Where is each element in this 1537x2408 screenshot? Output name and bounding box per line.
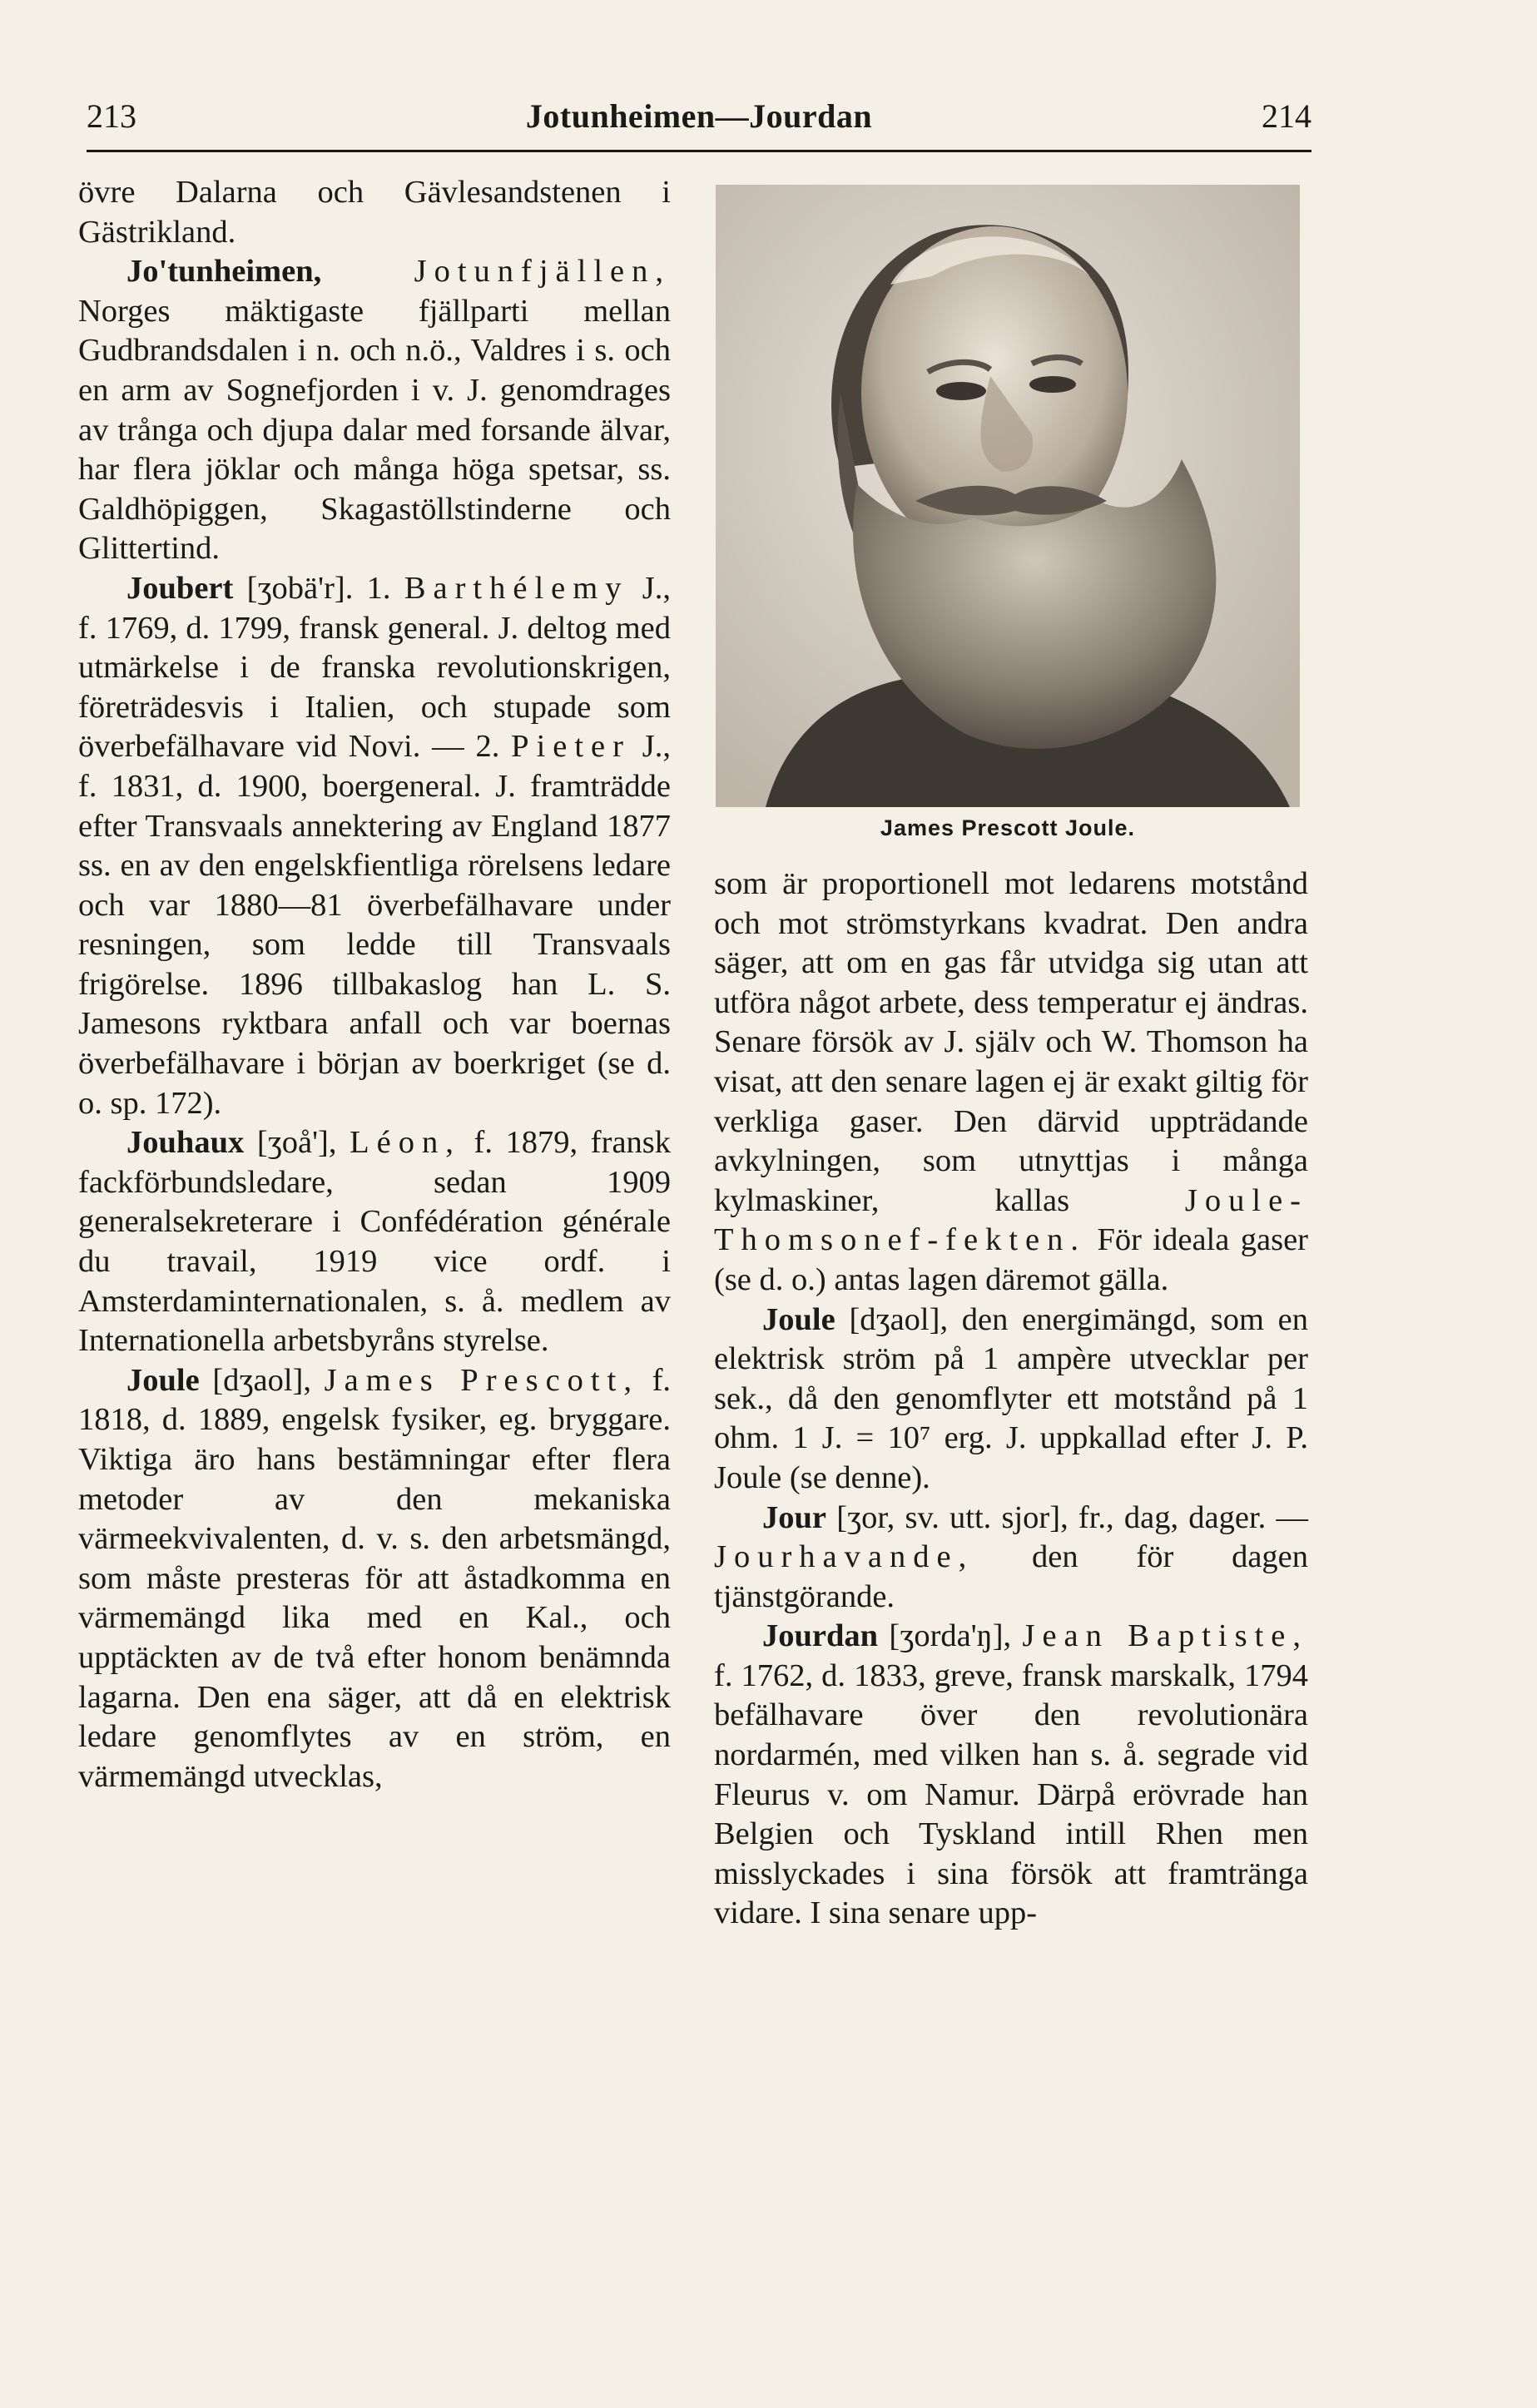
page-number-left: 213 (87, 97, 136, 135)
right-column (714, 865, 1308, 1934)
page-number-right: 214 (1262, 97, 1311, 135)
pronunciation: [ʒoå'], (256, 1125, 337, 1161)
entry-text: f. 1762, d. 1833, greve, fransk marskalk, 1794 befälhavare över den revolutionära nordarmén, med vilken han s. å. segrade vid Fleurus v. om Namur. Därpå erövrade han Belgien och Tyskland intill Rhen men misslyckades i sina försök att framtränga vidare. I sina senare upp- (714, 1657, 1308, 1931)
entry-jotunheimen (78, 252, 671, 569)
entry-joubert (78, 569, 671, 1123)
entry-text: f. 1879, fransk fackförbundsledare, sedan 1909 generalsekreterare i Confédération générale du travail, 1919 vice ordf. i Amsterdaminternationalen, s. å. medlem av Internationella arbetsbyråns styrelse. (78, 1125, 672, 1359)
portrait-image (716, 185, 1300, 807)
running-header (87, 90, 1311, 143)
running-title: Jotunheimen—Jourdan (525, 97, 873, 135)
pronunciation: [ʒobä'r]. 1. (246, 570, 391, 606)
person-name-jean-baptiste: Jean Baptiste, (1022, 1618, 1309, 1654)
person-name-barthelemy: Barthélemy (404, 570, 629, 606)
entry-text: För ideala gaser (se d. o.) antas lagen däremot gälla. (714, 1222, 1309, 1297)
headword-joule: Joule (762, 1301, 835, 1337)
headword-jouhaux: Jouhaux (126, 1125, 245, 1161)
continued-paragraph (714, 865, 1308, 1301)
portrait-illustration (716, 185, 1300, 807)
left-column (78, 173, 671, 1796)
entry-text: f. 1818, d. 1889, engelsk fysiker, eg. bryggare. Viktiga äro hans bestämningar efter flera metoder av den mekaniska värmeekvivalenten, d. v. s. den arbetsmängd, som måste presteras för att åstadkomma en värmemängd lika med en Kal., och upptäckten av de två efter honom benämnda lagarna. Den ena säger, att då en elektrisk ledare genomflytes av en ström, en värmemängd utvecklas, (78, 1362, 672, 1794)
headword-jour: Jour (762, 1499, 826, 1535)
entry-text: J., f. 1769, d. 1799, fransk general. J. deltog med utmärkelse i de franska revolutionskrigen, företrädesvis i Italien, och stupade som överbefälhavare vid Novi. — 2. (78, 570, 671, 765)
header-rule (87, 150, 1311, 152)
term-jourhavande: Jourhavande, (714, 1539, 974, 1575)
entry-jourdan (714, 1617, 1308, 1934)
headword-jourdan: Jourdan (762, 1618, 879, 1654)
alt-name-jotunfjallen: Jotunfjällen, (414, 254, 671, 290)
figure-caption: James Prescott Joule. (880, 815, 1136, 840)
headword-joule: Joule (126, 1362, 200, 1398)
pronunciation: [ʒorda'ŋ], (889, 1618, 1012, 1654)
entry-joule-unit (714, 1301, 1308, 1499)
entry-joule-person (78, 1361, 671, 1797)
person-name-james-prescott: James Prescott, (324, 1362, 639, 1398)
entry-text: [ʒor, sv. utt. sjor], fr., dag, dager. — (836, 1499, 1308, 1535)
entry-jour (714, 1499, 1308, 1618)
entry-text: Norges mäktigaste fjällparti mellan Gudbrandsdalen i n. och n.ö., Valdres i s. och en arm av Sognefjorden i v. J. genomdrages av trånga och djupa dalar med forsande älvar, har flera jöklar och många höga spetsar, ss. Galdhöpiggen, Skagastöllstinderne och Glittertind. (78, 293, 671, 567)
pronunciation: [dʒaol], (212, 1362, 311, 1398)
entry-text: den för dagen tjänstgörande. (714, 1539, 1308, 1614)
continued-paragraph: övre Dalarna och Gävlesandstenen i Gästrikland. (78, 175, 671, 250)
headword-joubert: Joubert (126, 570, 234, 606)
headword-jotunheimen: Jo'tunheimen, (126, 254, 322, 290)
entry-text: [dʒaol], den energimängd, som en elektrisk ström på 1 ampère utvecklar per sek., då den genomflyter ett motstånd på 1 ohm. 1 J. = 10⁷ erg. J. uppkallad efter J. P. Joule (se denne). (714, 1301, 1309, 1495)
entry-jouhaux (78, 1123, 671, 1361)
entry-text: som är proportionell mot ledarens motstånd och mot strömstyrkans kvadrat. Den andra säger, att om en gas får utvidga sig utan att utföra något arbete, dess temperatur ej ändras. Senare försök av J. själv och W. Thomson ha visat, att den senare lagen ej är exakt giltig för verkliga gaser. Den därvid uppträdande avkylningen, som utnyttjas i många kylmaskiner, kallas (714, 866, 1308, 1218)
entry-text: J., f. 1831, d. 1900, boergeneral. J. framträdde efter Transvaals annektering av England 1877 ss. en av den engelskfientliga rörelsens ledare och var 1880—81 överbefälhavare under resningen, som ledde till Transvaals frigörelse. 1896 tillbakaslog han L. S. Jamesons ryktbara anfall och var boernas överbefälhavare i början av boerkriget (se d. o. sp. 172). (78, 729, 672, 1121)
term-joule-thomson-effect: Joule-Thomsonef-fekten. (714, 1182, 1308, 1258)
person-name-pieter: Pieter (511, 729, 631, 765)
person-name-leon: Léon, (350, 1125, 461, 1161)
